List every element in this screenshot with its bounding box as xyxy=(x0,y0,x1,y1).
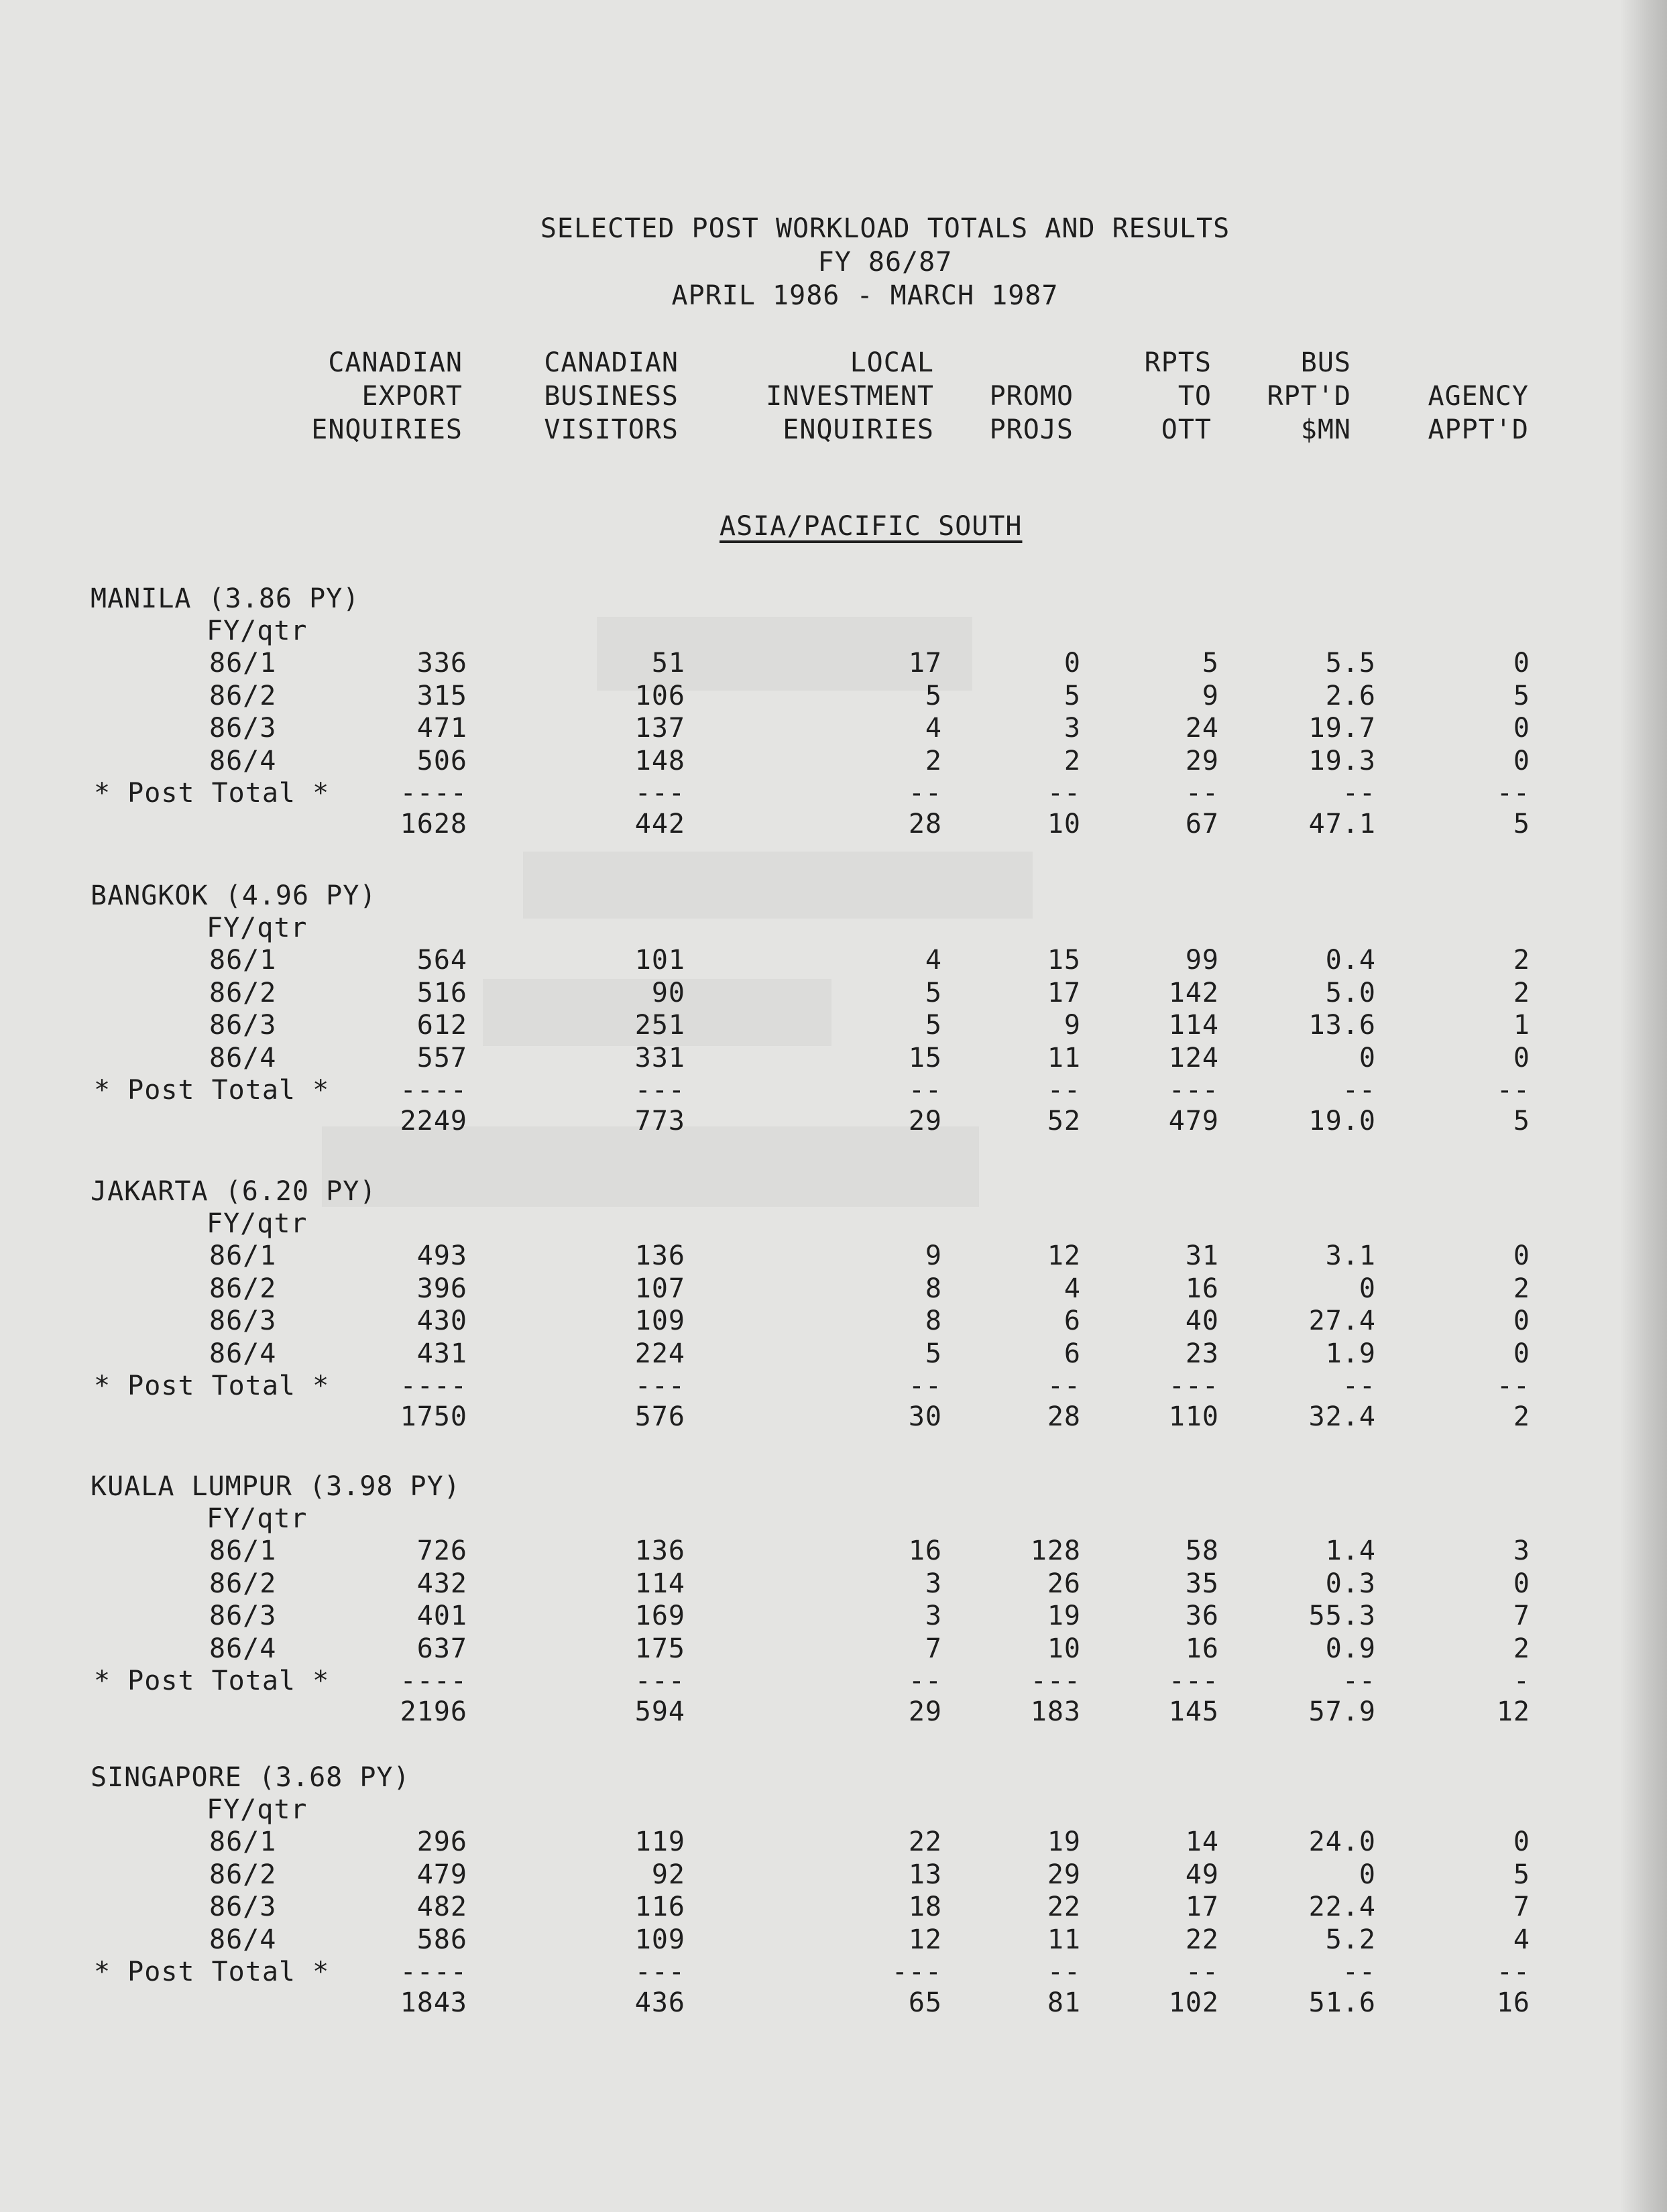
column-header-4-line-3: PROJS xyxy=(989,414,1074,445)
column-header-3-line-2: INVESTMENT xyxy=(766,381,934,412)
cell-value: 8 xyxy=(925,1305,942,1336)
cell-value: 5.5 xyxy=(1325,648,1376,679)
cell-value: 9 xyxy=(1202,680,1219,711)
cell-value: 0.4 xyxy=(1325,945,1376,976)
post-total-value: 110 xyxy=(1168,1401,1219,1432)
cell-value: 114 xyxy=(634,1568,685,1599)
cell-value: 296 xyxy=(416,1826,467,1857)
cell-value: 224 xyxy=(634,1338,685,1369)
dash-rule: -- xyxy=(1185,1957,1219,1987)
cell-value: 136 xyxy=(634,1240,685,1271)
cell-value: 40 xyxy=(1185,1305,1219,1336)
cell-value: 0 xyxy=(1513,648,1530,679)
cell-value: 557 xyxy=(416,1042,467,1073)
post-total-value: 47.1 xyxy=(1308,809,1376,839)
post-total-value: 183 xyxy=(1030,1696,1081,1727)
post-total-value: 5 xyxy=(1513,1106,1530,1137)
cell-value: 7 xyxy=(1513,1600,1530,1631)
dash-rule: -- xyxy=(1047,778,1081,809)
cell-value: 586 xyxy=(416,1924,467,1955)
cell-value: 336 xyxy=(416,648,467,679)
quarter-label: 86/2 xyxy=(209,977,277,1008)
cell-value: 0 xyxy=(1513,1568,1530,1599)
cell-value: 331 xyxy=(634,1042,685,1073)
cell-value: 175 xyxy=(634,1633,685,1664)
dash-rule: -- xyxy=(1342,1957,1376,1987)
dash-rule: -- xyxy=(908,1371,942,1401)
cell-value: 5 xyxy=(925,1338,942,1369)
cell-value: 9 xyxy=(1064,1010,1081,1041)
cell-value: 16 xyxy=(1185,1273,1219,1304)
dash-rule: ---- xyxy=(400,1371,467,1401)
fy-qtr-label: FY/qtr xyxy=(207,1208,308,1239)
cell-value: 7 xyxy=(925,1633,942,1664)
cell-value: 5.0 xyxy=(1325,977,1376,1008)
cell-value: 0.9 xyxy=(1325,1633,1376,1664)
cell-value: 124 xyxy=(1168,1042,1219,1073)
quarter-label: 86/4 xyxy=(209,1924,277,1955)
cell-value: 13.6 xyxy=(1308,1010,1376,1041)
cell-value: 5 xyxy=(1064,680,1081,711)
cell-value: 396 xyxy=(416,1273,467,1304)
cell-value: 6 xyxy=(1064,1305,1081,1336)
post-total-value: 52 xyxy=(1047,1106,1081,1137)
post-total-value: 479 xyxy=(1168,1106,1219,1137)
cell-value: 11 xyxy=(1047,1924,1081,1955)
post-total-label: * Post Total * xyxy=(94,1666,330,1696)
column-header-6-line-2: RPT'D xyxy=(1267,381,1351,412)
dash-rule: -- xyxy=(908,778,942,809)
column-header-5-line-1: RPTS xyxy=(1144,347,1212,378)
cell-value: 4 xyxy=(925,713,942,744)
quarter-label: 86/3 xyxy=(209,713,277,744)
cell-value: 148 xyxy=(634,745,685,776)
post-total-value: 442 xyxy=(634,809,685,839)
cell-value: 251 xyxy=(634,1010,685,1041)
title-line-2: FY 86/87 xyxy=(817,247,953,278)
dash-rule: --- xyxy=(1168,1075,1219,1106)
dash-rule: -- xyxy=(1342,1075,1376,1106)
dash-rule: --- xyxy=(634,1371,685,1401)
cell-value: 35 xyxy=(1185,1568,1219,1599)
cell-value: 564 xyxy=(416,945,467,976)
cell-value: 7 xyxy=(1513,1891,1530,1922)
quarter-label: 86/3 xyxy=(209,1010,277,1041)
cell-value: 29 xyxy=(1047,1859,1081,1890)
post-total-value: 30 xyxy=(908,1401,942,1432)
column-header-6-line-3: $MN xyxy=(1300,414,1351,445)
quarter-label: 86/3 xyxy=(209,1891,277,1922)
cell-value: 11 xyxy=(1047,1042,1081,1073)
cell-value: 17 xyxy=(908,648,942,679)
cell-value: 2 xyxy=(1513,977,1530,1008)
cell-value: 0 xyxy=(1513,1338,1530,1369)
cell-value: 58 xyxy=(1185,1535,1219,1566)
cell-value: 136 xyxy=(634,1535,685,1566)
dash-rule: -- xyxy=(1496,778,1530,809)
dash-rule: -- xyxy=(1342,1371,1376,1401)
cell-value: 101 xyxy=(634,945,685,976)
post-total-value: 12 xyxy=(1496,1696,1530,1727)
post-total-value: 16 xyxy=(1496,1987,1530,2018)
cell-value: 482 xyxy=(416,1891,467,1922)
cell-value: 3 xyxy=(925,1600,942,1631)
cell-value: 5 xyxy=(1513,1859,1530,1890)
cell-value: 5 xyxy=(1202,648,1219,679)
cell-value: 92 xyxy=(651,1859,685,1890)
cell-value: 432 xyxy=(416,1568,467,1599)
post-total-value: 145 xyxy=(1168,1696,1219,1727)
post-name: BANGKOK (4.96 PY) xyxy=(91,880,377,911)
cell-value: 107 xyxy=(634,1273,685,1304)
post-name: SINGAPORE (3.68 PY) xyxy=(91,1762,410,1793)
post-total-value: 5 xyxy=(1513,809,1530,839)
dash-rule: -- xyxy=(1496,1957,1530,1987)
cell-value: 612 xyxy=(416,1010,467,1041)
dash-rule: --- xyxy=(634,778,685,809)
post-total-value: 436 xyxy=(634,1987,685,2018)
cell-value: 5 xyxy=(925,680,942,711)
cell-value: 401 xyxy=(416,1600,467,1631)
post-total-label: * Post Total * xyxy=(94,1371,330,1401)
cell-value: 23 xyxy=(1185,1338,1219,1369)
quarter-label: 86/1 xyxy=(209,1826,277,1857)
cell-value: 24.0 xyxy=(1308,1826,1376,1857)
dash-rule: -- xyxy=(1047,1075,1081,1106)
cell-value: 0 xyxy=(1064,648,1081,679)
dash-rule: ---- xyxy=(400,778,467,809)
post-total-value: 2 xyxy=(1513,1401,1530,1432)
column-header-1-line-1: CANADIAN xyxy=(328,347,463,378)
post-name: KUALA LUMPUR (3.98 PY) xyxy=(91,1471,461,1502)
cell-value: 315 xyxy=(416,680,467,711)
dash-rule: -- xyxy=(1496,1075,1530,1106)
cell-value: 3 xyxy=(1064,713,1081,744)
cell-value: 22 xyxy=(1185,1924,1219,1955)
post-total-value: 28 xyxy=(908,809,942,839)
cell-value: 0 xyxy=(1513,1305,1530,1336)
post-total-value: 10 xyxy=(1047,809,1081,839)
cell-value: 1.4 xyxy=(1325,1535,1376,1566)
cell-value: 13 xyxy=(908,1859,942,1890)
cell-value: 26 xyxy=(1047,1568,1081,1599)
column-header-3-line-1: LOCAL xyxy=(850,347,934,378)
dash-rule: -- xyxy=(1342,778,1376,809)
cell-value: 0 xyxy=(1359,1042,1376,1073)
post-name: MANILA (3.86 PY) xyxy=(91,583,360,614)
cell-value: 128 xyxy=(1030,1535,1081,1566)
dash-rule: ---- xyxy=(400,1666,467,1696)
cell-value: 726 xyxy=(416,1535,467,1566)
quarter-label: 86/2 xyxy=(209,1568,277,1599)
cell-value: 99 xyxy=(1185,945,1219,976)
post-total-value: 102 xyxy=(1168,1987,1219,2018)
cell-value: 431 xyxy=(416,1338,467,1369)
post-total-value: 773 xyxy=(634,1106,685,1137)
title-line-1: SELECTED POST WORKLOAD TOTALS AND RESULTS xyxy=(540,213,1230,244)
cell-value: 22 xyxy=(908,1826,942,1857)
cell-value: 19.7 xyxy=(1308,713,1376,744)
quarter-label: 86/1 xyxy=(209,648,277,679)
cell-value: 3 xyxy=(1513,1535,1530,1566)
quarter-label: 86/1 xyxy=(209,945,277,976)
dash-rule: --- xyxy=(1030,1666,1081,1696)
cell-value: 1.9 xyxy=(1325,1338,1376,1369)
post-total-value: 81 xyxy=(1047,1987,1081,2018)
column-header-7-line-2: AGENCY xyxy=(1428,381,1529,412)
dash-rule: ---- xyxy=(400,1075,467,1106)
dash-rule: -- xyxy=(908,1666,942,1696)
quarter-label: 86/4 xyxy=(209,745,277,776)
cell-value: 10 xyxy=(1047,1633,1081,1664)
post-total-label: * Post Total * xyxy=(94,778,330,809)
cell-value: 3.1 xyxy=(1325,1240,1376,1271)
fy-qtr-label: FY/qtr xyxy=(207,913,308,943)
column-header-3-line-3: ENQUIRIES xyxy=(783,414,934,445)
cell-value: 114 xyxy=(1168,1010,1219,1041)
cell-value: 0 xyxy=(1513,745,1530,776)
column-header-5-line-2: TO xyxy=(1177,381,1212,412)
cell-value: 6 xyxy=(1064,1338,1081,1369)
post-total-value: 28 xyxy=(1047,1401,1081,1432)
fy-qtr-label: FY/qtr xyxy=(207,616,308,646)
cell-value: 506 xyxy=(416,745,467,776)
cell-value: 4 xyxy=(925,945,942,976)
cell-value: 31 xyxy=(1185,1240,1219,1271)
cell-value: 27.4 xyxy=(1308,1305,1376,1336)
cell-value: 19.3 xyxy=(1308,745,1376,776)
cell-value: 24 xyxy=(1185,713,1219,744)
cell-value: 22.4 xyxy=(1308,1891,1376,1922)
cell-value: 5 xyxy=(925,1010,942,1041)
cell-value: 479 xyxy=(416,1859,467,1890)
cell-value: 471 xyxy=(416,713,467,744)
post-total-value: 51.6 xyxy=(1308,1987,1376,2018)
cell-value: 9 xyxy=(925,1240,942,1271)
cell-value: 49 xyxy=(1185,1859,1219,1890)
post-total-label: * Post Total * xyxy=(94,1075,330,1106)
cell-value: 106 xyxy=(634,680,685,711)
dash-rule: --- xyxy=(634,1075,685,1106)
cell-value: 5 xyxy=(925,977,942,1008)
post-total-value: 576 xyxy=(634,1401,685,1432)
dash-rule: ---- xyxy=(400,1957,467,1987)
cell-value: 516 xyxy=(416,977,467,1008)
cell-value: 8 xyxy=(925,1273,942,1304)
post-total-value: 57.9 xyxy=(1308,1696,1376,1727)
dash-rule: -- xyxy=(1047,1371,1081,1401)
cell-value: 15 xyxy=(908,1042,942,1073)
column-header-2-line-2: BUSINESS xyxy=(544,381,679,412)
post-total-value: 67 xyxy=(1185,809,1219,839)
dash-rule: -- xyxy=(1185,778,1219,809)
cell-value: 0 xyxy=(1359,1273,1376,1304)
cell-value: 169 xyxy=(634,1600,685,1631)
column-header-6-line-1: BUS xyxy=(1300,347,1351,378)
post-total-value: 29 xyxy=(908,1106,942,1137)
cell-value: 2 xyxy=(925,745,942,776)
cell-value: 0 xyxy=(1359,1859,1376,1890)
cell-value: 142 xyxy=(1168,977,1219,1008)
cell-value: 12 xyxy=(908,1924,942,1955)
cell-value: 109 xyxy=(634,1924,685,1955)
title-line-3: APRIL 1986 - MARCH 1987 xyxy=(671,280,1059,311)
fy-qtr-label: FY/qtr xyxy=(207,1503,308,1534)
cell-value: 2.6 xyxy=(1325,680,1376,711)
post-total-value: 32.4 xyxy=(1308,1401,1376,1432)
cell-value: 4 xyxy=(1064,1273,1081,1304)
cell-value: 637 xyxy=(416,1633,467,1664)
quarter-label: 86/1 xyxy=(209,1535,277,1566)
column-header-1-line-2: EXPORT xyxy=(361,381,463,412)
dash-rule: --- xyxy=(1168,1666,1219,1696)
cell-value: 36 xyxy=(1185,1600,1219,1631)
cell-value: 19 xyxy=(1047,1600,1081,1631)
column-header-5-line-3: OTT xyxy=(1161,414,1212,445)
cell-value: 5 xyxy=(1513,680,1530,711)
cell-value: 119 xyxy=(634,1826,685,1857)
dash-rule: -- xyxy=(908,1075,942,1106)
region-heading: ASIA/PACIFIC SOUTH xyxy=(720,511,1023,542)
post-total-value: 2196 xyxy=(400,1696,467,1727)
cell-value: 14 xyxy=(1185,1826,1219,1857)
cell-value: 2 xyxy=(1064,745,1081,776)
post-total-value: 19.0 xyxy=(1308,1106,1376,1137)
cell-value: 55.3 xyxy=(1308,1600,1376,1631)
cell-value: 29 xyxy=(1185,745,1219,776)
dash-rule: - xyxy=(1513,1666,1530,1696)
cell-value: 0 xyxy=(1513,1042,1530,1073)
cell-value: 3 xyxy=(925,1568,942,1599)
cell-value: 0 xyxy=(1513,713,1530,744)
quarter-label: 86/4 xyxy=(209,1633,277,1664)
dash-rule: -- xyxy=(1342,1666,1376,1696)
cell-value: 430 xyxy=(416,1305,467,1336)
column-header-4-line-2: PROMO xyxy=(989,381,1074,412)
cell-value: 116 xyxy=(634,1891,685,1922)
cell-value: 5.2 xyxy=(1325,1924,1376,1955)
post-total-value: 2249 xyxy=(400,1106,467,1137)
cell-value: 0 xyxy=(1513,1826,1530,1857)
scan-edge-shadow xyxy=(1620,0,1667,2212)
cell-value: 16 xyxy=(1185,1633,1219,1664)
quarter-label: 86/3 xyxy=(209,1305,277,1336)
post-total-value: 1750 xyxy=(400,1401,467,1432)
cell-value: 19 xyxy=(1047,1826,1081,1857)
cell-value: 2 xyxy=(1513,1633,1530,1664)
cell-value: 1 xyxy=(1513,1010,1530,1041)
fy-qtr-label: FY/qtr xyxy=(207,1794,308,1825)
cell-value: 109 xyxy=(634,1305,685,1336)
cell-value: 51 xyxy=(651,648,685,679)
cell-value: 17 xyxy=(1047,977,1081,1008)
cell-value: 12 xyxy=(1047,1240,1081,1271)
cell-value: 0 xyxy=(1513,1240,1530,1271)
cell-value: 22 xyxy=(1047,1891,1081,1922)
post-total-value: 65 xyxy=(908,1987,942,2018)
column-header-1-line-3: ENQUIRIES xyxy=(311,414,463,445)
quarter-label: 86/1 xyxy=(209,1240,277,1271)
dash-rule: --- xyxy=(634,1957,685,1987)
quarter-label: 86/2 xyxy=(209,680,277,711)
dash-rule: --- xyxy=(634,1666,685,1696)
cell-value: 2 xyxy=(1513,945,1530,976)
cell-value: 16 xyxy=(908,1535,942,1566)
post-total-value: 594 xyxy=(634,1696,685,1727)
post-total-value: 1843 xyxy=(400,1987,467,2018)
cell-value: 17 xyxy=(1185,1891,1219,1922)
quarter-label: 86/2 xyxy=(209,1273,277,1304)
post-total-value: 29 xyxy=(908,1696,942,1727)
post-total-value: 1628 xyxy=(400,809,467,839)
cell-value: 15 xyxy=(1047,945,1081,976)
cell-value: 2 xyxy=(1513,1273,1530,1304)
cell-value: 90 xyxy=(651,977,685,1008)
cell-value: 137 xyxy=(634,713,685,744)
quarter-label: 86/3 xyxy=(209,1600,277,1631)
cell-value: 18 xyxy=(908,1891,942,1922)
column-header-7-line-3: APPT'D xyxy=(1428,414,1529,445)
dash-rule: --- xyxy=(1168,1371,1219,1401)
column-header-2-line-3: VISITORS xyxy=(544,414,679,445)
quarter-label: 86/2 xyxy=(209,1859,277,1890)
dash-rule: -- xyxy=(1047,1957,1081,1987)
dash-rule: --- xyxy=(891,1957,942,1987)
cell-value: 0.3 xyxy=(1325,1568,1376,1599)
quarter-label: 86/4 xyxy=(209,1042,277,1073)
post-name: JAKARTA (6.20 PY) xyxy=(91,1176,377,1207)
quarter-label: 86/4 xyxy=(209,1338,277,1369)
column-header-2-line-1: CANADIAN xyxy=(544,347,679,378)
dash-rule: -- xyxy=(1496,1371,1530,1401)
post-total-label: * Post Total * xyxy=(94,1957,330,1987)
cell-value: 493 xyxy=(416,1240,467,1271)
cell-value: 4 xyxy=(1513,1924,1530,1955)
